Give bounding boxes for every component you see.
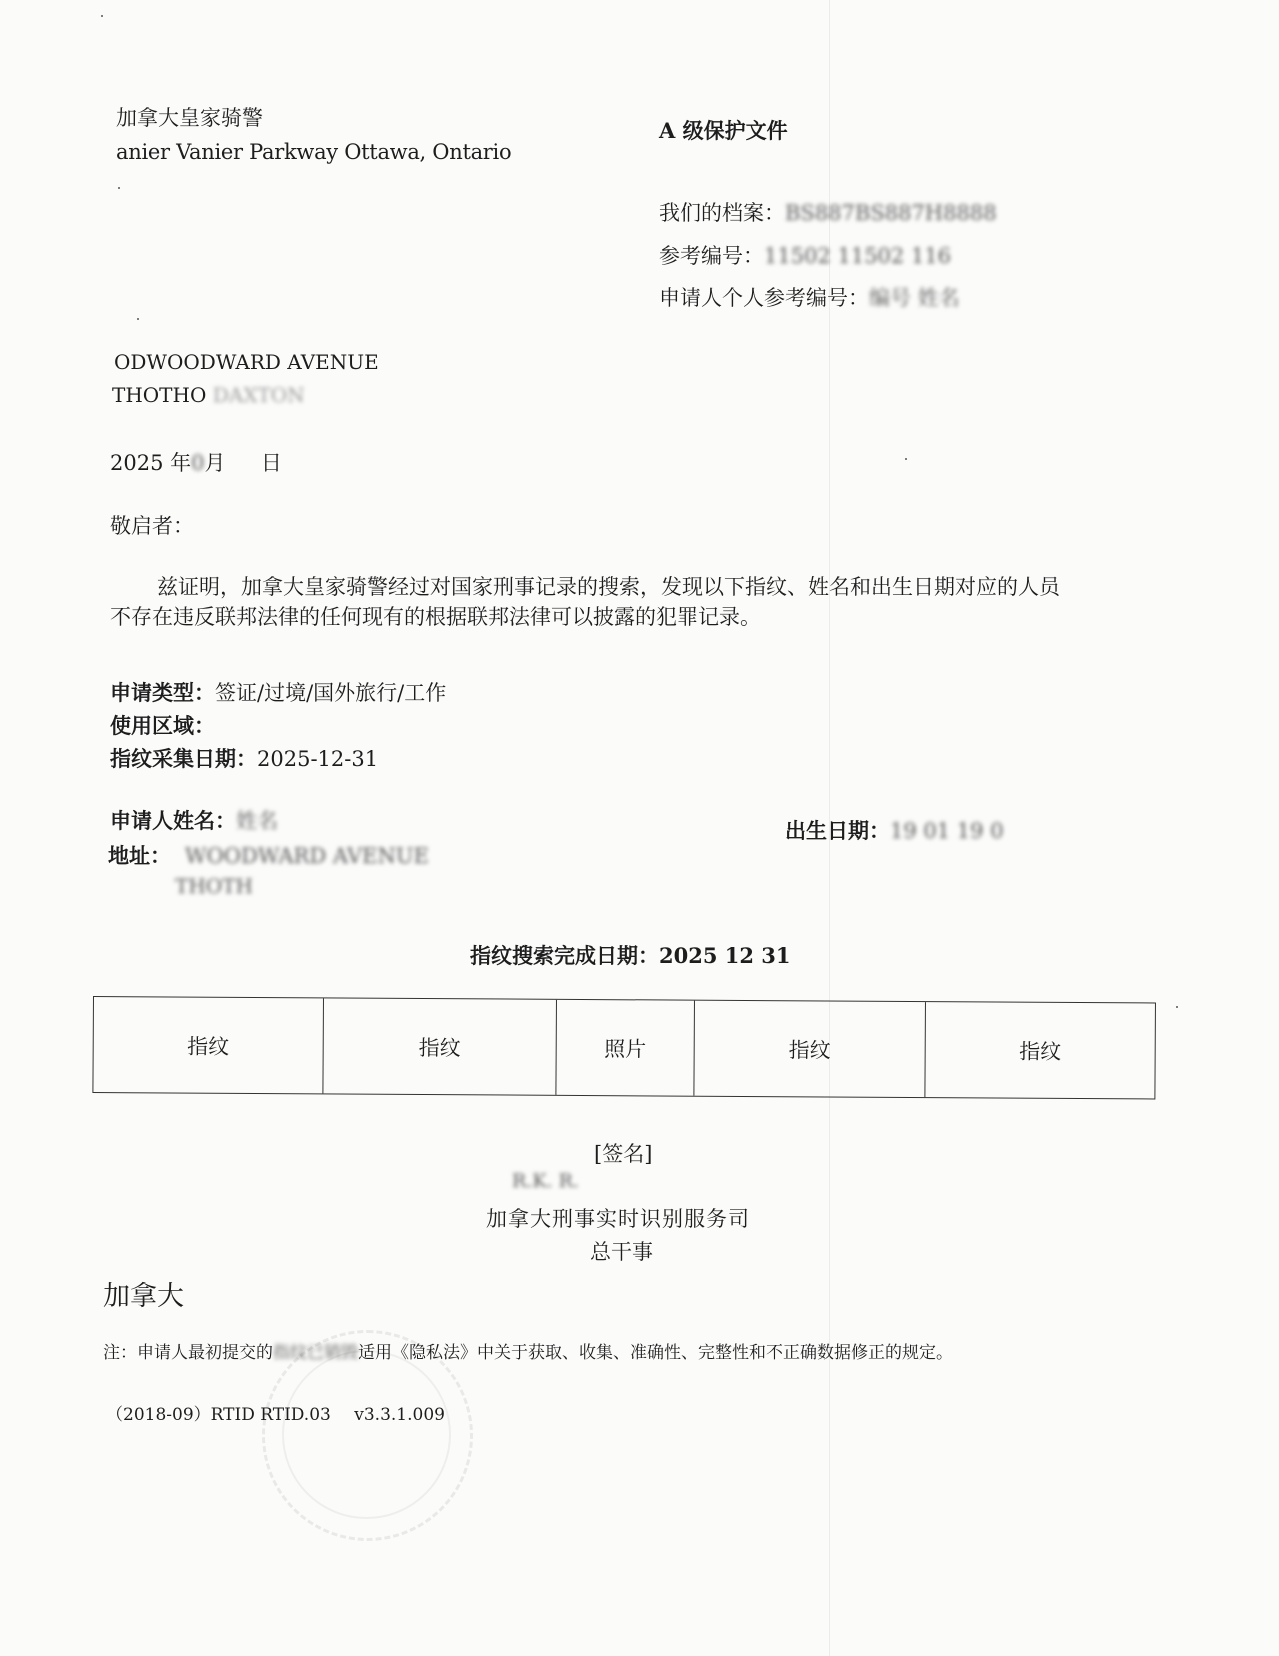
applicant-name-label: 申请人姓名： — [110, 808, 236, 833]
country-wordmark: 加拿大 — [103, 1281, 184, 1312]
photo-cell: 照片 — [556, 1000, 695, 1096]
protection-level: A 级保护文件 — [659, 118, 788, 143]
fingerprint-date-value: 2025-12-31 — [257, 747, 379, 771]
file-reference — [659, 197, 997, 227]
sender-address: anier Vanier Parkway Ottawa, Ontario — [116, 140, 512, 164]
note-prefix: 注：申请人最初提交的 — [103, 1343, 273, 1363]
search-completed — [470, 940, 791, 970]
fingerprint-date — [110, 743, 378, 773]
date-month: 0 — [191, 451, 205, 475]
application-type-value: 签证/过境/国外旅行/工作 — [215, 681, 447, 705]
scan-speck — [118, 187, 120, 189]
form-code-text: （2018-09）RTID RTID.03 — [106, 1405, 331, 1425]
recipient-line2 — [112, 383, 305, 407]
signature-placeholder: [签名] — [594, 1142, 653, 1166]
recipient-line1: ODWOODWARD AVENUE — [114, 350, 379, 374]
applicant-address-line2: THOTH — [175, 874, 253, 898]
body-line1: 兹证明，加拿大皇家骑警经过对国家刑事记录的搜索，发现以下指纹、姓名和出生日期对应的人员 — [157, 575, 1060, 599]
letter-date — [110, 447, 282, 477]
signatory-org: 加拿大刑事实时识别服务司 — [486, 1207, 750, 1231]
reference-number — [659, 240, 951, 270]
file-label: 我们的档案： — [659, 201, 785, 225]
scan-speck — [101, 15, 103, 17]
fingerprint-table — [92, 996, 1156, 1099]
salutation: 敬启者： — [110, 514, 194, 538]
signatory-title: 总干事 — [590, 1240, 653, 1264]
note-blurred: 指纹已销毁 — [273, 1343, 358, 1363]
form-version: v3.3.1.009 — [354, 1405, 445, 1425]
usage-region: 使用区域： — [110, 713, 215, 738]
applicant-address-label: 地址： — [108, 843, 171, 868]
scan-speck — [1176, 1006, 1178, 1008]
applicant-name — [110, 805, 278, 835]
personal-label: 申请人个人参考编号： — [659, 286, 869, 310]
dob-value: 19 01 19 0 — [890, 819, 1004, 843]
ref-label: 参考编号： — [659, 244, 764, 268]
search-completed-value: 2025 12 31 — [659, 943, 791, 968]
scan-speck — [137, 318, 139, 320]
date-year: 2025 年 — [110, 451, 192, 475]
privacy-note — [103, 1338, 953, 1363]
scan-speck — [905, 458, 907, 460]
search-completed-label: 指纹搜索完成日期： — [470, 943, 659, 968]
fingerprint-cell: 指纹 — [1019, 1039, 1062, 1064]
applicant-name-value: 姓名 — [236, 809, 278, 833]
recipient-line2-text: THOTHO — [112, 383, 207, 407]
recipient-line2-blurred: DAXTON — [212, 383, 305, 407]
signatory-name: R.K. R. — [512, 1170, 579, 1192]
note-suffix: 适用《隐私法》中关于获取、收集、准确性、完整性和不正确数据修正的规定。 — [358, 1343, 953, 1363]
fingerprint-cell: 指纹 — [694, 1001, 926, 1097]
personal-value: 编号 姓名 — [869, 286, 960, 310]
fingerprint-cell: 指纹 — [93, 997, 324, 1093]
date-day-suffix: 日 — [260, 451, 282, 475]
applicant-address-line1: WOODWARD AVENUE — [185, 844, 429, 868]
dob-label: 出生日期： — [785, 818, 890, 843]
body-line2: 不存在违反联邦法律的任何现有的根据联邦法律可以披露的犯罪记录。 — [110, 605, 761, 629]
fingerprint-cell: 指纹 — [323, 998, 557, 1094]
official-seal-inner — [282, 1350, 451, 1519]
application-type-label: 申请类型： — [110, 680, 215, 705]
date-of-birth — [785, 815, 1004, 845]
file-value: BS887BS887H8888 — [785, 201, 997, 225]
date-month-suffix: 月 — [204, 451, 226, 475]
sender-org: 加拿大皇家骑警 — [116, 106, 263, 130]
ref-value: 11502 11502 116 — [764, 244, 952, 268]
personal-reference — [659, 282, 960, 312]
application-type — [110, 677, 446, 707]
applicant-address — [108, 840, 429, 870]
fingerprint-date-label: 指纹采集日期： — [110, 746, 257, 771]
